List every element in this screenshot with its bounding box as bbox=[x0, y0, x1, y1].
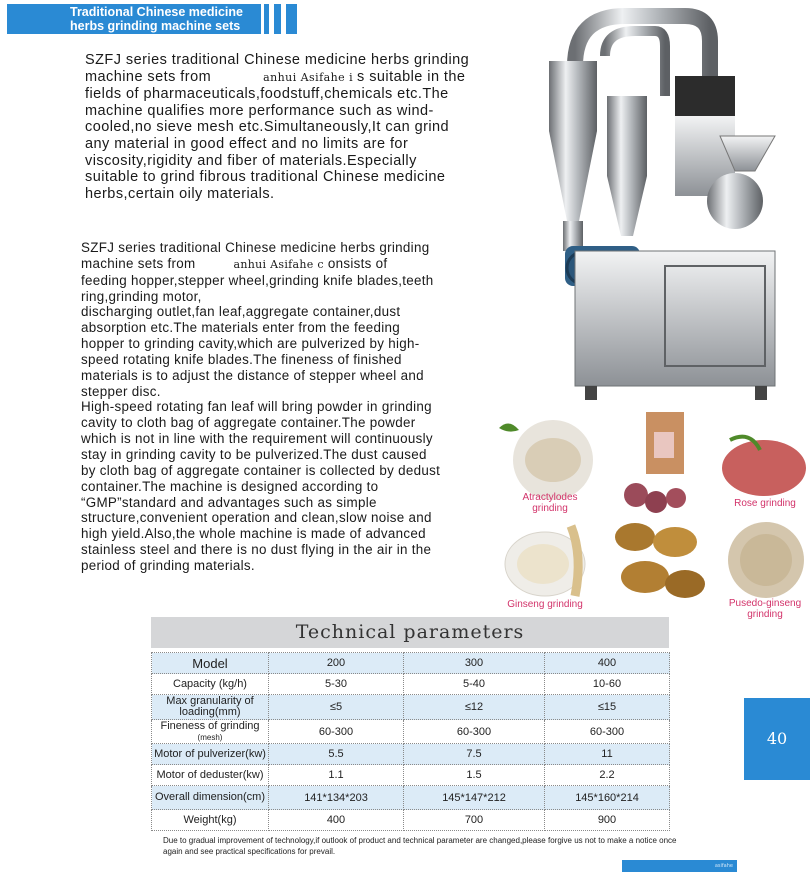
row-label-text: Motor of pulverizer(kw) bbox=[154, 747, 266, 760]
table-cell: 400 bbox=[545, 653, 670, 674]
line-text: stay in grinding cavity to be pulverized.The dust caused bbox=[81, 446, 427, 462]
rose-powder-image bbox=[720, 430, 808, 500]
line-text: materials is to adjust the distance of stepper wheel and bbox=[81, 367, 424, 383]
paragraph-line bbox=[81, 240, 440, 256]
table-cell: 5-40 bbox=[404, 674, 545, 695]
line-text: machine qualifies more performance such as wind- bbox=[85, 102, 434, 119]
row-label-text: Model bbox=[192, 655, 228, 671]
row-label bbox=[152, 744, 269, 765]
table-cell: 60-300 bbox=[269, 720, 404, 744]
table-row bbox=[152, 720, 670, 744]
row-label bbox=[152, 786, 269, 810]
table-row bbox=[152, 744, 670, 765]
paragraph-line bbox=[81, 399, 440, 415]
paragraph-line bbox=[81, 479, 440, 495]
line-text: onsists of bbox=[327, 255, 388, 271]
row-label-text: Fineness of grinding bbox=[160, 719, 260, 732]
line-text: herbs,certain oily materials. bbox=[85, 185, 275, 202]
row-label-text: Motor of deduster(kw) bbox=[156, 768, 264, 781]
line-text: machine sets from bbox=[81, 255, 196, 271]
caption-rose: Rose grinding bbox=[734, 498, 796, 509]
paragraph-line bbox=[85, 52, 469, 69]
table-row bbox=[152, 695, 670, 720]
footer-tag: asifahe bbox=[714, 863, 733, 869]
table-cell: 200 bbox=[269, 653, 404, 674]
paragraph-line bbox=[85, 169, 469, 186]
line-text: machine sets from bbox=[85, 68, 212, 85]
paragraph-line bbox=[81, 463, 440, 479]
paragraph-line bbox=[81, 336, 440, 352]
line-text: SZFJ series traditional Chinese medicine herbs grinding bbox=[81, 240, 430, 255]
row-label bbox=[152, 674, 269, 695]
paragraph-line bbox=[85, 186, 469, 203]
row-label bbox=[152, 765, 269, 786]
line-text: which is not in line with the requirement will continuously bbox=[81, 431, 433, 447]
grinding-machine-image bbox=[535, 6, 807, 406]
line-text: SZFJ series traditional Chinese medicine herbs grinding bbox=[85, 52, 470, 68]
table-row bbox=[152, 653, 670, 674]
line-text: high yield.Also,the whole machine is made of advanced bbox=[81, 526, 426, 542]
page-number: 40 bbox=[766, 729, 788, 748]
table-title-bar bbox=[151, 617, 669, 648]
paragraph-line bbox=[81, 289, 440, 305]
row-label-text: Overall dimension(cm) bbox=[154, 791, 266, 803]
table-cell: 60-300 bbox=[545, 720, 670, 744]
row-label bbox=[152, 720, 269, 744]
paragraph-line bbox=[85, 103, 469, 120]
table-cell: ≤15 bbox=[545, 695, 670, 720]
paragraph-line bbox=[81, 542, 440, 558]
paragraph-line bbox=[81, 320, 440, 336]
paragraph-line bbox=[85, 153, 469, 170]
line-text: stainless steel and there is no dust flying in the air in the bbox=[81, 542, 432, 558]
line-text: container.The machine is designed according to bbox=[81, 478, 379, 494]
paragraph-line bbox=[81, 526, 440, 542]
paragraph-line bbox=[81, 368, 440, 384]
paragraph-line bbox=[85, 119, 469, 136]
table-cell: 400 bbox=[269, 810, 404, 831]
row-label bbox=[152, 810, 269, 831]
line-text: High-speed rotating fan leaf will bring powder in grinding bbox=[81, 399, 432, 415]
ginseng-powder-image bbox=[503, 516, 603, 601]
row-label-text: Weight(kg) bbox=[183, 813, 237, 826]
row-label-text: Capacity (kg/h) bbox=[173, 677, 247, 690]
paragraph-line bbox=[81, 431, 440, 447]
line-text: “GMP”standard and advantages such as simple bbox=[81, 494, 377, 510]
row-label bbox=[152, 695, 269, 720]
technical-parameters-table bbox=[151, 652, 670, 831]
table-cell: 11 bbox=[545, 744, 670, 765]
line-text: hopper to grinding cavity,which are pulverized by high- bbox=[81, 336, 420, 352]
table-cell: ≤12 bbox=[404, 695, 545, 720]
line-text: feeding hopper,stepper wheel,grinding knife blades,teeth bbox=[81, 272, 434, 288]
line-text: viscosity,rigidity and fiber of materials.Especially bbox=[85, 152, 417, 169]
header-title-line2: herbs grinding machine sets bbox=[70, 19, 241, 33]
paragraph-line bbox=[81, 558, 440, 574]
header-banner bbox=[7, 4, 261, 34]
page-number-tab bbox=[744, 698, 810, 780]
brand-name: anhui Asifahe i bbox=[263, 70, 354, 84]
table-cell: 141*134*203 bbox=[269, 786, 404, 810]
caption-ginseng: Ginseng grinding bbox=[507, 599, 583, 610]
caption-pusedo: Pusedo-ginseng bbox=[728, 598, 802, 609]
line-text: speed rotating knife blades.The fineness of finished bbox=[81, 351, 402, 367]
rose-package-image bbox=[616, 410, 706, 515]
line-text: absorption etc.The materials enter from the feeding bbox=[81, 320, 400, 336]
line-text: s suitable in the bbox=[357, 68, 466, 85]
pusedo-ginseng-slices-image bbox=[610, 512, 710, 612]
line-text: cavity to cloth bag of aggregate container.The powder bbox=[81, 415, 416, 431]
paragraph-line bbox=[81, 273, 440, 289]
header-stripe bbox=[286, 4, 297, 34]
paragraph-line bbox=[81, 352, 440, 368]
paragraph-line bbox=[81, 510, 440, 526]
paragraph-line bbox=[81, 304, 440, 320]
header-title-line1: Traditional Chinese medicine bbox=[70, 5, 243, 19]
pusedo-ginseng-powder-image bbox=[722, 520, 808, 600]
paragraph-line bbox=[81, 384, 440, 400]
table-cell: 300 bbox=[404, 653, 545, 674]
table-cell: ≤5 bbox=[269, 695, 404, 720]
paragraph-line bbox=[81, 447, 440, 463]
table-row bbox=[152, 765, 670, 786]
table-cell: 7.5 bbox=[404, 744, 545, 765]
caption-atractylodes: Atractylodes bbox=[522, 492, 578, 503]
line-text: suitable to grind fibrous traditional Chinese medicine bbox=[85, 169, 446, 186]
intro-paragraph bbox=[85, 52, 469, 202]
header-stripe bbox=[264, 4, 269, 34]
table-cell: 2.2 bbox=[545, 765, 670, 786]
line-text: any material in good effect and no limits are for bbox=[85, 135, 409, 152]
row-label-text-2: loading(mm) bbox=[179, 706, 241, 718]
table-cell: 700 bbox=[404, 810, 545, 831]
table-row bbox=[152, 674, 670, 695]
table-row bbox=[152, 786, 670, 810]
caption-atractylodes-2: grinding bbox=[532, 503, 568, 514]
table-cell: 145*160*214 bbox=[545, 786, 670, 810]
table-cell: 1.1 bbox=[269, 765, 404, 786]
paragraph-line bbox=[81, 495, 440, 511]
table-cell: 5.5 bbox=[269, 744, 404, 765]
paragraph-line bbox=[85, 86, 469, 103]
table-cell: 5-30 bbox=[269, 674, 404, 695]
paragraph-line bbox=[85, 136, 469, 153]
structure-paragraph bbox=[81, 240, 440, 574]
line-text: fields of pharmaceuticals,foodstuff,chemicals etc.The bbox=[85, 86, 449, 103]
row-label-text: Max granularity of bbox=[166, 695, 254, 707]
paragraph-line bbox=[81, 415, 440, 431]
line-text: ring,grinding motor, bbox=[81, 288, 202, 304]
header-stripe bbox=[274, 4, 281, 34]
table-cell: 60-300 bbox=[404, 720, 545, 744]
table-cell: 145*147*212 bbox=[404, 786, 545, 810]
table-title: Technical parameters bbox=[295, 621, 525, 643]
disclaimer-note: Due to gradual improvement of technology,if outlook of product and technical parameter are changed,please forgive us not to make a notice once again and see practical specifications for prevail. bbox=[163, 836, 677, 856]
brand-name: anhui Asifahe c bbox=[233, 257, 324, 271]
line-text: cooled,no sieve mesh etc.Simultaneously,It can grind bbox=[85, 119, 450, 136]
row-label-text-2: (mesh) bbox=[197, 732, 223, 742]
paragraph-line bbox=[85, 69, 469, 87]
line-text: period of grinding materials. bbox=[81, 557, 255, 573]
line-text: discharging outlet,fan leaf,aggregate container,dust bbox=[81, 304, 401, 320]
row-label bbox=[152, 653, 269, 674]
footer-bar bbox=[622, 860, 737, 872]
table-cell: 1.5 bbox=[404, 765, 545, 786]
line-text: by cloth bag of aggregate container is collected by dedust bbox=[81, 462, 441, 478]
line-text: stepper disc. bbox=[81, 383, 161, 399]
caption-pusedo-2: grinding bbox=[747, 609, 783, 620]
line-text: structure,convenient operation and clean,slow noise and bbox=[81, 510, 432, 526]
table-row bbox=[152, 810, 670, 831]
paragraph-line bbox=[81, 256, 440, 273]
table-cell: 900 bbox=[545, 810, 670, 831]
table-cell: 10-60 bbox=[545, 674, 670, 695]
